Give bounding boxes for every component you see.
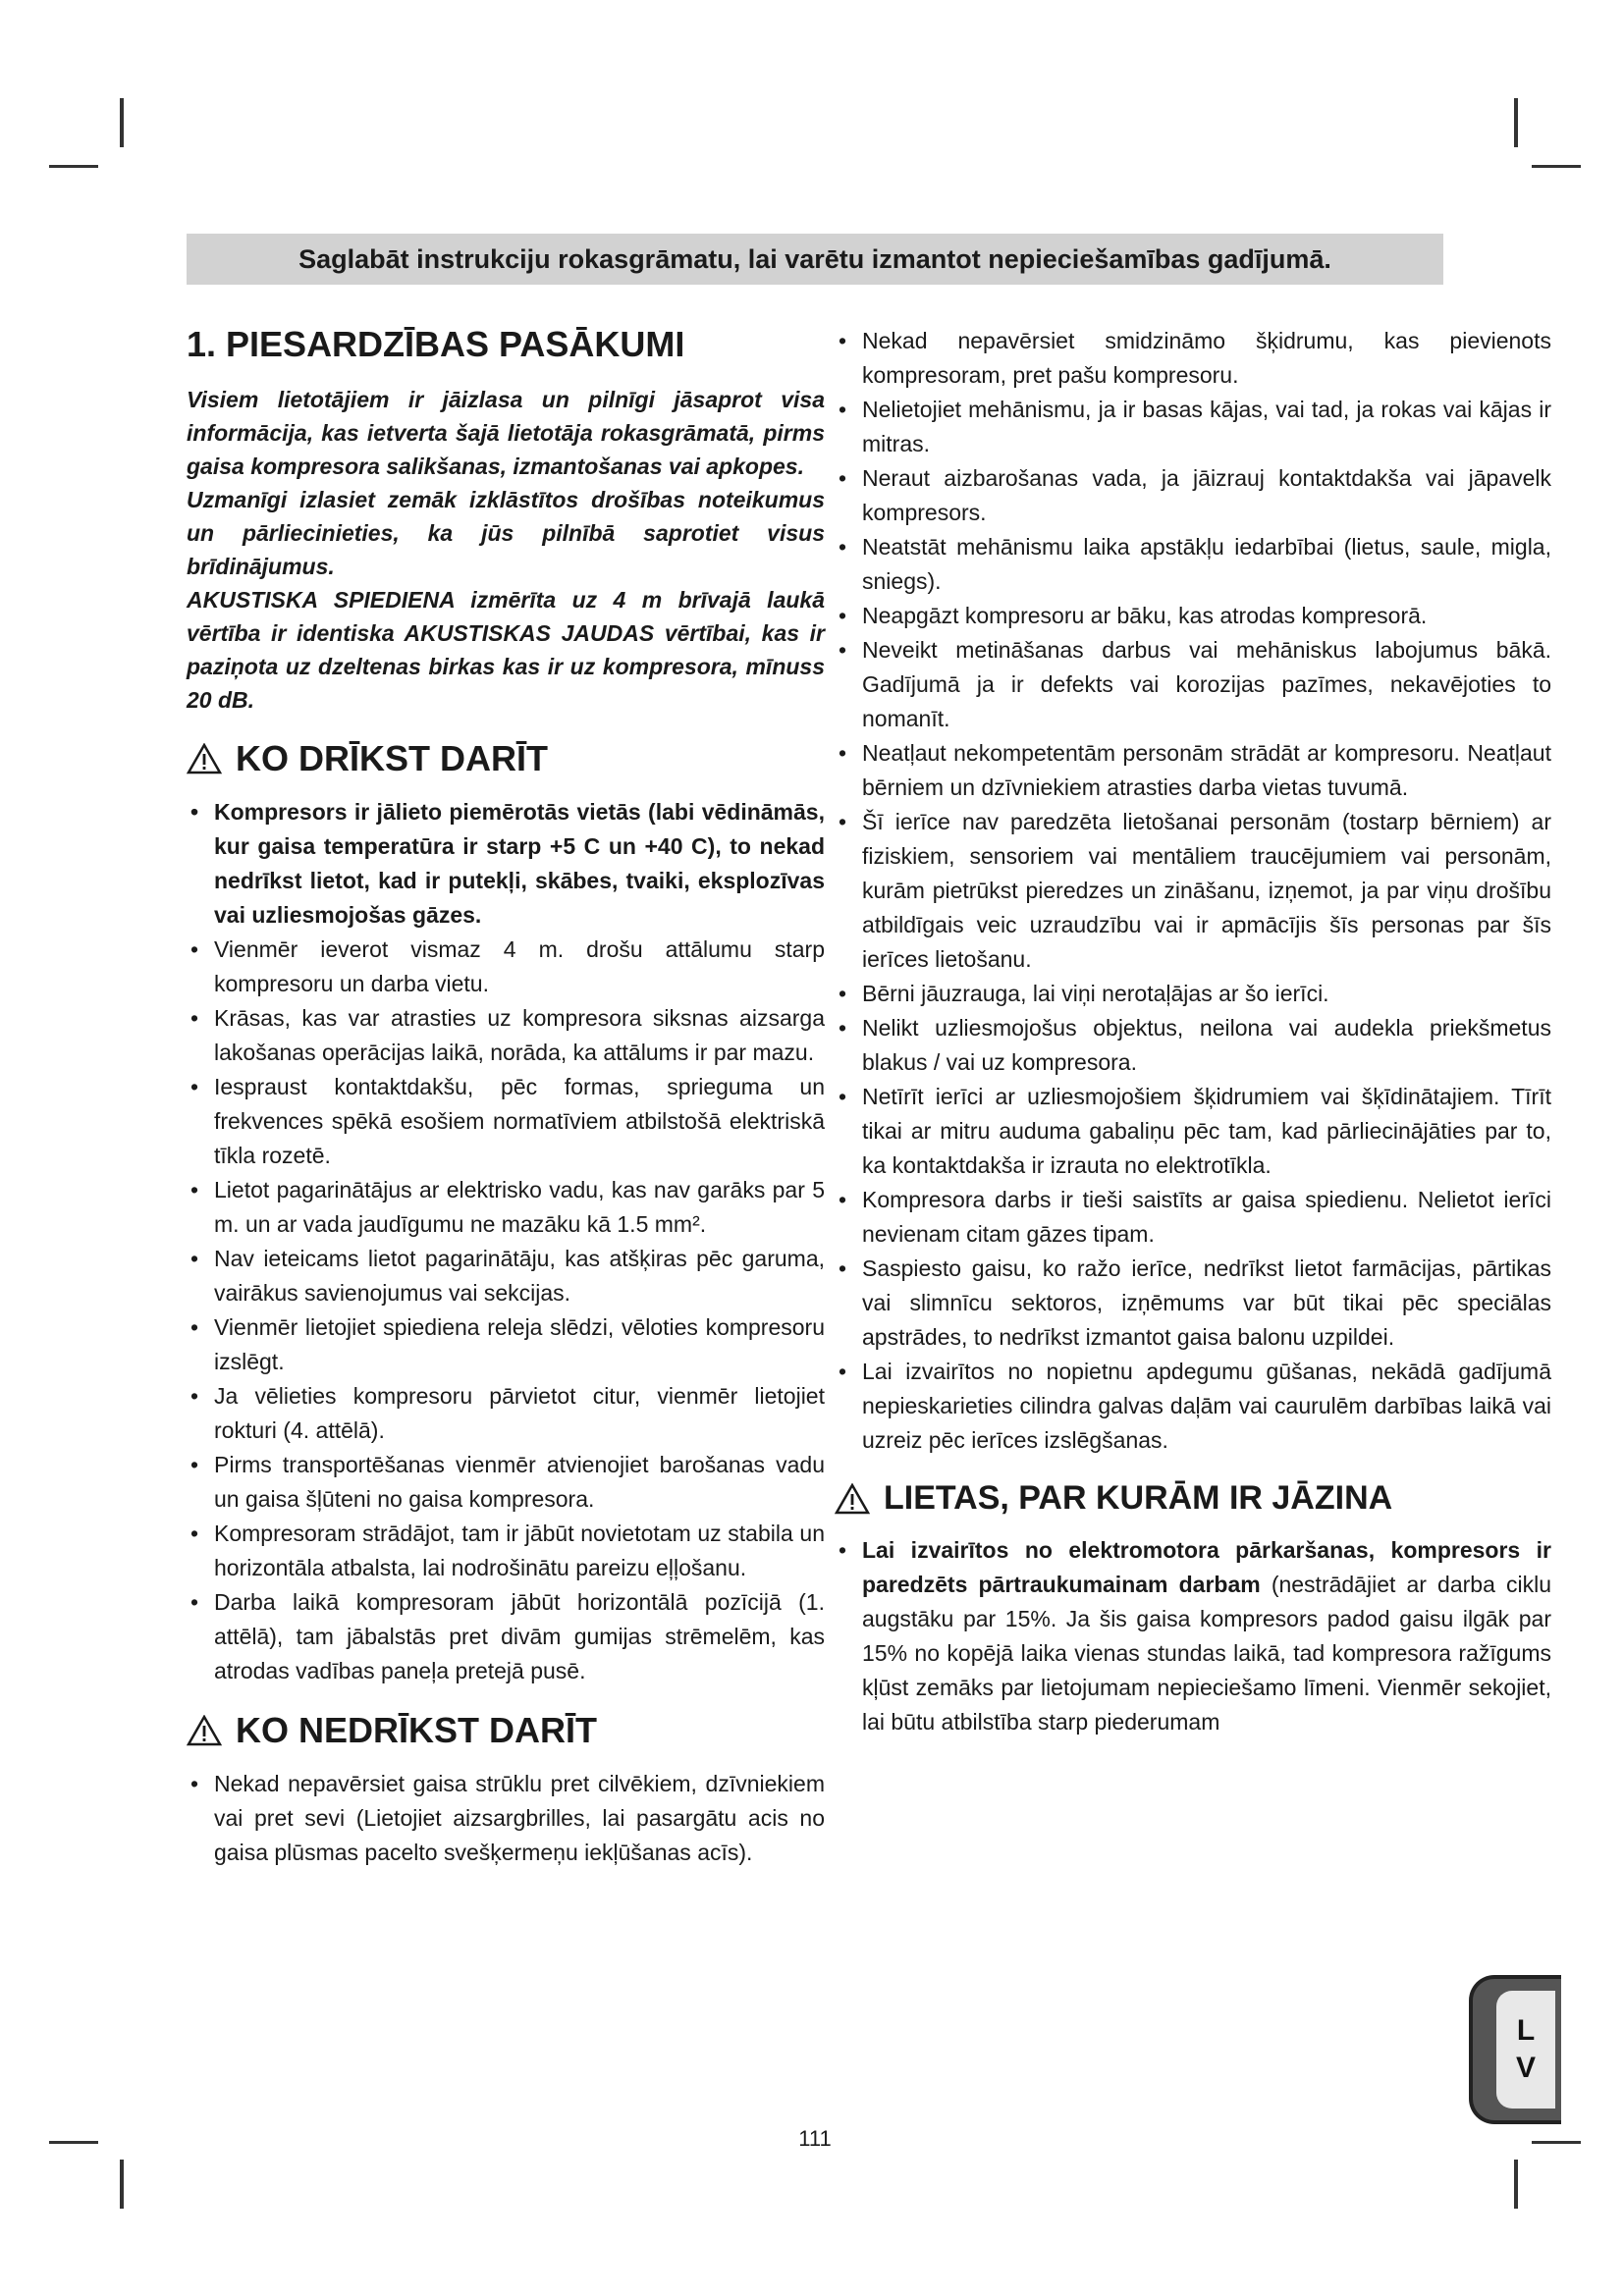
list-item: • Kompresoram strādājot, tam ir jābūt novietotam uz stabila un horizontāla atbalsta, lai nodrošinātu pareizu eļļošanu. xyxy=(187,1517,825,1585)
list-item: • Saspiesto gaisu, ko ražo ierīce, nedrīkst lietot farmācijas, pārtikas vai slimnīcu sektoros, izņēmums var būt tikai pēc speciālas apstrādes, to nedrīkst izmantot gaisa balonu uzpildei. xyxy=(835,1252,1551,1355)
right-column xyxy=(835,324,1551,1739)
lang-letter: V xyxy=(1515,2052,1536,2084)
crop-mark xyxy=(1514,98,1518,147)
crop-mark xyxy=(49,165,98,168)
list-item: • Neatstāt mehānismu laika apstākļu iedarbībai (lietus, saule, migla, sniegs). xyxy=(835,530,1551,599)
list-item: • Pirms transportēšanas vienmēr atvienojiet barošanas vadu un gaisa šļūteni no gaisa kompresora. xyxy=(187,1448,825,1517)
list-item: • Krāsas, kas var atrasties uz kompresora siksnas aizsarga lakošanas operācijas laikā, norāda, ka attālums ir par mazu. xyxy=(187,1001,825,1070)
do-heading xyxy=(187,738,825,779)
note-bold-text: Lai izvairītos no elektromotora pārkaršanas, kompresors ir paredzēts pārtraukumainam darbam xyxy=(862,1537,1551,1597)
intro-paragraph: Uzmanīgi izlasiet zemāk izklāstītos drošības noteikumus un pārliecinieties, ka jūs pilnībā saprotiet visus brīdinājumus. xyxy=(187,487,825,579)
notes-heading xyxy=(835,1479,1551,1518)
dont-list-right xyxy=(835,324,1551,1458)
list-item: • Lai izvairītos no nopietnu apdegumu gūšanas, nekādā gadījumā nepieskarieties cilindra galvas daļām vai caurulēm darbības laikā vai uzreiz pēc ierīces izslēgšanas. xyxy=(835,1355,1551,1458)
list-item: • Neveikt metināšanas darbus vai mehāniskus labojumus bākā. Gadījumā ja ir defekts vai korozijas pazīmes, nekavējoties to nomanīt. xyxy=(835,633,1551,736)
dont-heading-label: KO NEDRĪKST DARĪT xyxy=(236,1710,597,1750)
list-item: • Iespraust kontaktdakšu, pēc formas, sprieguma un frekvences spēkā esošiem normatīviem atbilstošā elektriskā tīkla rozetē. xyxy=(187,1070,825,1173)
notes-heading-label: LIETAS, PAR KURĀM IR JĀZINA xyxy=(884,1479,1393,1517)
warning-triangle-icon xyxy=(187,743,222,774)
page-number: 111 xyxy=(798,2126,832,2151)
crop-mark xyxy=(1532,165,1581,168)
do-heading-label: KO DRĪKST DARĪT xyxy=(236,738,548,778)
crop-mark xyxy=(1514,2160,1518,2209)
list-item: • Netīrīt ierīci ar uzliesmojošiem šķidrumiem vai šķīdinātajiem. Tīrīt tikai ar mitru auduma gabaliņu pēc tam, kad pārliecinājāties par to, ka kontaktdakša ir izrauta no elektrotīkla. xyxy=(835,1080,1551,1183)
list-item: • Neraut aizbarošanas vada, ja jāizrauj kontaktdakša vai jāpavelk kompresors. xyxy=(835,461,1551,530)
language-tab xyxy=(1469,1975,1561,2124)
lang-letter: L xyxy=(1516,2014,1536,2047)
list-item: • Nekad nepavērsiet smidzināmo šķidrumu, kas pievienots kompresoram, pret pašu kompresoru. xyxy=(835,324,1551,393)
intro-paragraph: AKUSTISKA SPIEDIENA izmērīta uz 4 m brīvajā laukā vērtība ir identiska AKUSTISKAS JAUDAS vērtībai, kas ir paziņota uz dzeltenas birkas kas ir uz kompresora, mīnuss 20 dB. xyxy=(187,587,825,713)
crop-mark xyxy=(49,2141,98,2144)
list-item: • Nelietojiet mehānismu, ja ir basas kājas, vai tad, ja rokas vai kājas ir mitras. xyxy=(835,393,1551,461)
list-item: • Neatļaut nekompetentām personām strādāt ar kompresoru. Neatļaut bērniem un dzīvniekiem atrasties darba vietas tuvumā. xyxy=(835,736,1551,805)
notes-list xyxy=(835,1533,1551,1739)
list-item: • Nelikt uzliesmojošus objektus, neilona vai audekla priekšmetus blakus / vai uz kompresora. xyxy=(835,1011,1551,1080)
crop-mark xyxy=(120,2160,124,2209)
list-item: • Nav ieteicams lietot pagarinātāju, kas atšķiras pēc garuma, vairākus savienojumus vai sekcijas. xyxy=(187,1242,825,1310)
list-item: • Kompresora darbs ir tieši saistīts ar gaisa spiedienu. Nelietot ierīci nevienam citam gāzes tipam. xyxy=(835,1183,1551,1252)
list-item: • Vienmēr lietojiet spiediena releja slēdzi, vēloties kompresoru izslēgt. xyxy=(187,1310,825,1379)
list-item: • Lietot pagarinātājus ar elektrisko vadu, kas nav garāks par 5 m. un ar vada jaudīgumu ne mazāku kā 1.5 mm². xyxy=(187,1173,825,1242)
section-title: 1. PIESARDZĪBAS PASĀKUMI xyxy=(187,324,685,364)
list-item xyxy=(835,1533,1551,1739)
list-item: • Neapgāzt kompresoru ar bāku, kas atrodas kompresorā. xyxy=(835,599,1551,633)
crop-mark xyxy=(120,98,124,147)
dont-list-left xyxy=(187,1767,825,1870)
list-item: • Bērni jāuzrauga, lai viņi nerotaļājas ar šo ierīci. xyxy=(835,977,1551,1011)
left-column xyxy=(187,324,825,1870)
list-item: • Nekad nepavērsiet gaisa strūklu pret cilvēkiem, dzīvniekiem vai pret sevi (Lietojiet aizsargbrilles, lai pasargātu acis no gaisa plūsmas pacelto svešķermeņu iekļūšanas acīs). xyxy=(187,1767,825,1870)
header-banner: Saglabāt instrukciju rokasgrāmatu, lai varētu izmantot nepieciešamības gadījumā. xyxy=(187,234,1443,285)
warning-triangle-icon xyxy=(835,1483,870,1515)
list-item: • Darba laikā kompresoram jābūt horizontālā pozīcijā (1. attēlā), tam jābalstās pret divām gumijas strēmelēm, kas atrodas vadības paneļa pretejā pusē. xyxy=(187,1585,825,1688)
dont-heading xyxy=(187,1710,825,1751)
do-list xyxy=(187,795,825,1688)
warning-triangle-icon xyxy=(187,1715,222,1746)
list-item: • Ja vēlieties kompresoru pārvietot citur, vienmēr lietojiet rokturi (4. attēlā). xyxy=(187,1379,825,1448)
list-item: • Šī ierīce nav paredzēta lietošanai personām (tostarp bērniem) ar fiziskiem, sensoriem vai mentāliem traucējumiem vai personām, kurām pietrūkst pieredzes un zināšanu, izņemot, ja par viņu drošību atbildīgais veic uzraudzību vai ir apmācījis šīs personas par šīs ierīces lietošanu. xyxy=(835,805,1551,977)
note-text: (nestrādājiet ar darba ciklu augstāku par 15%. Ja šis gaisa kompresors padod gaisu ilgāk par 15% no kopējā laika vienas stundas laikā, tad kompresora ražīgums kļūst zemāks par lietojumam nepieciešamo līmeni. Vienmēr sekojiet, lai būtu atbilstība starp piederumam xyxy=(862,1572,1552,1735)
intro-paragraph: Visiem lietotājiem ir jāizlasa un pilnīgi jāsaprot visa informācija, kas ietverta šajā lietotāja rokasgrāmatā, pirms gaisa kompresora salikšanas, izmantošanas vai apkopes. xyxy=(187,387,825,479)
list-item: • Kompresors ir jālieto piemērotās vietās (labi vēdināmās, kur gaisa temperatūra ir starp +5 C un +40 C), to nekad nedrīkst lietot, kad ir putekļi, skābes, tvaiki, eksplozīvas vai uzliesmojošas gāzes. xyxy=(187,795,825,933)
crop-mark xyxy=(1532,2141,1581,2144)
list-item: • Vienmēr ieverot vismaz 4 m. drošu attālumu starp kompresoru un darba vietu. xyxy=(187,933,825,1001)
